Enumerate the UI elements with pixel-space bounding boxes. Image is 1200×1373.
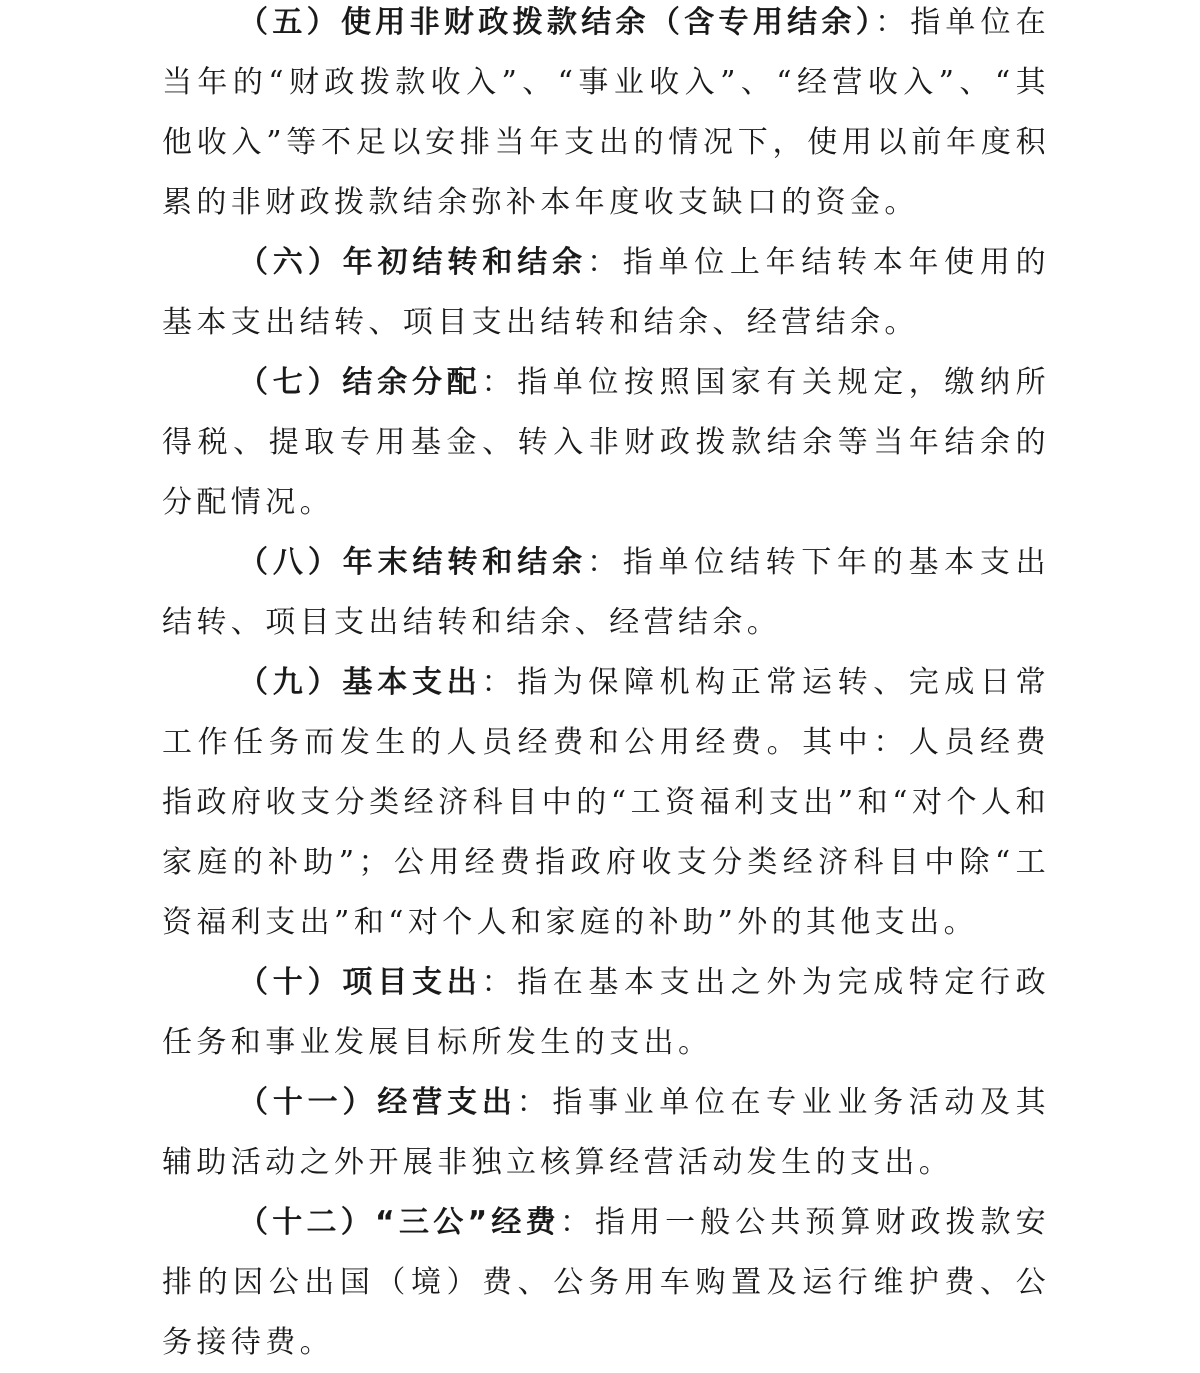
term-heading: （九）基本支出 [238,665,482,700]
term-heading: （五）使用非财政拨款结余（含专用结余） [238,5,876,40]
paragraph-5 [162,0,1050,233]
term-heading: （六）年初结转和结余 [238,245,588,280]
term-heading: （七）结余分配 [238,365,482,400]
term-heading: （十一）经营支出 [238,1085,517,1120]
paragraph-7 [162,353,1050,533]
document-page [162,0,1050,1373]
paragraph-6 [162,233,1050,353]
term-definition: ：指在基本支出之外为完成特定行政任务和事业发展目标所发生的支出。 [162,965,1051,1060]
paragraph-11 [162,1073,1050,1193]
term-definition: ：指单位按照国家有关规定，缴纳所得税、提取专用基金、转入非财政拨款结余等当年结余的分配情况。 [162,365,1051,520]
term-definition: ：指单位结转下年的基本支出结转、项目支出结转和结余、经营结余。 [162,545,1051,640]
paragraph-9 [162,653,1050,953]
term-definition: ：指事业单位在专业业务活动及其辅助活动之外开展非独立核算经营活动发生的支出。 [162,1085,1050,1180]
term-definition: ：指用一般公共预算财政拨款安排的因公出国（境）费、公务用车购置及运行维护费、公务接待费。 [162,1205,1050,1360]
term-heading: （八）年末结转和结余 [238,545,588,580]
term-definition: ：指为保障机构正常运转、完成日常工作任务而发生的人员经费和公用经费。其中：人员经费指政府收支分类经济科目中的“工资福利支出”和“对个人和家庭的补助”；公用经费指政府收支分类经济科目中除“工资福利支出”和“对个人和家庭的补助”外的其他支出。 [162,665,1051,940]
term-heading: （十二）“三公”经费 [238,1205,560,1240]
paragraph-8 [162,533,1050,653]
paragraph-10 [162,953,1050,1073]
term-definition: ：指单位在当年的“财政拨款收入”、“事业收入”、“经营收入”、“其他收入”等不足以安排当年支出的情况下，使用以前年度积累的非财政拨款结余弥补本年度收支缺口的资金。 [162,5,1050,220]
paragraph-12 [162,1193,1050,1373]
term-definition: ：指单位上年结转本年使用的基本支出结转、项目支出结转和结余、经营结余。 [162,245,1051,340]
term-heading: （十）项目支出 [238,965,482,1000]
